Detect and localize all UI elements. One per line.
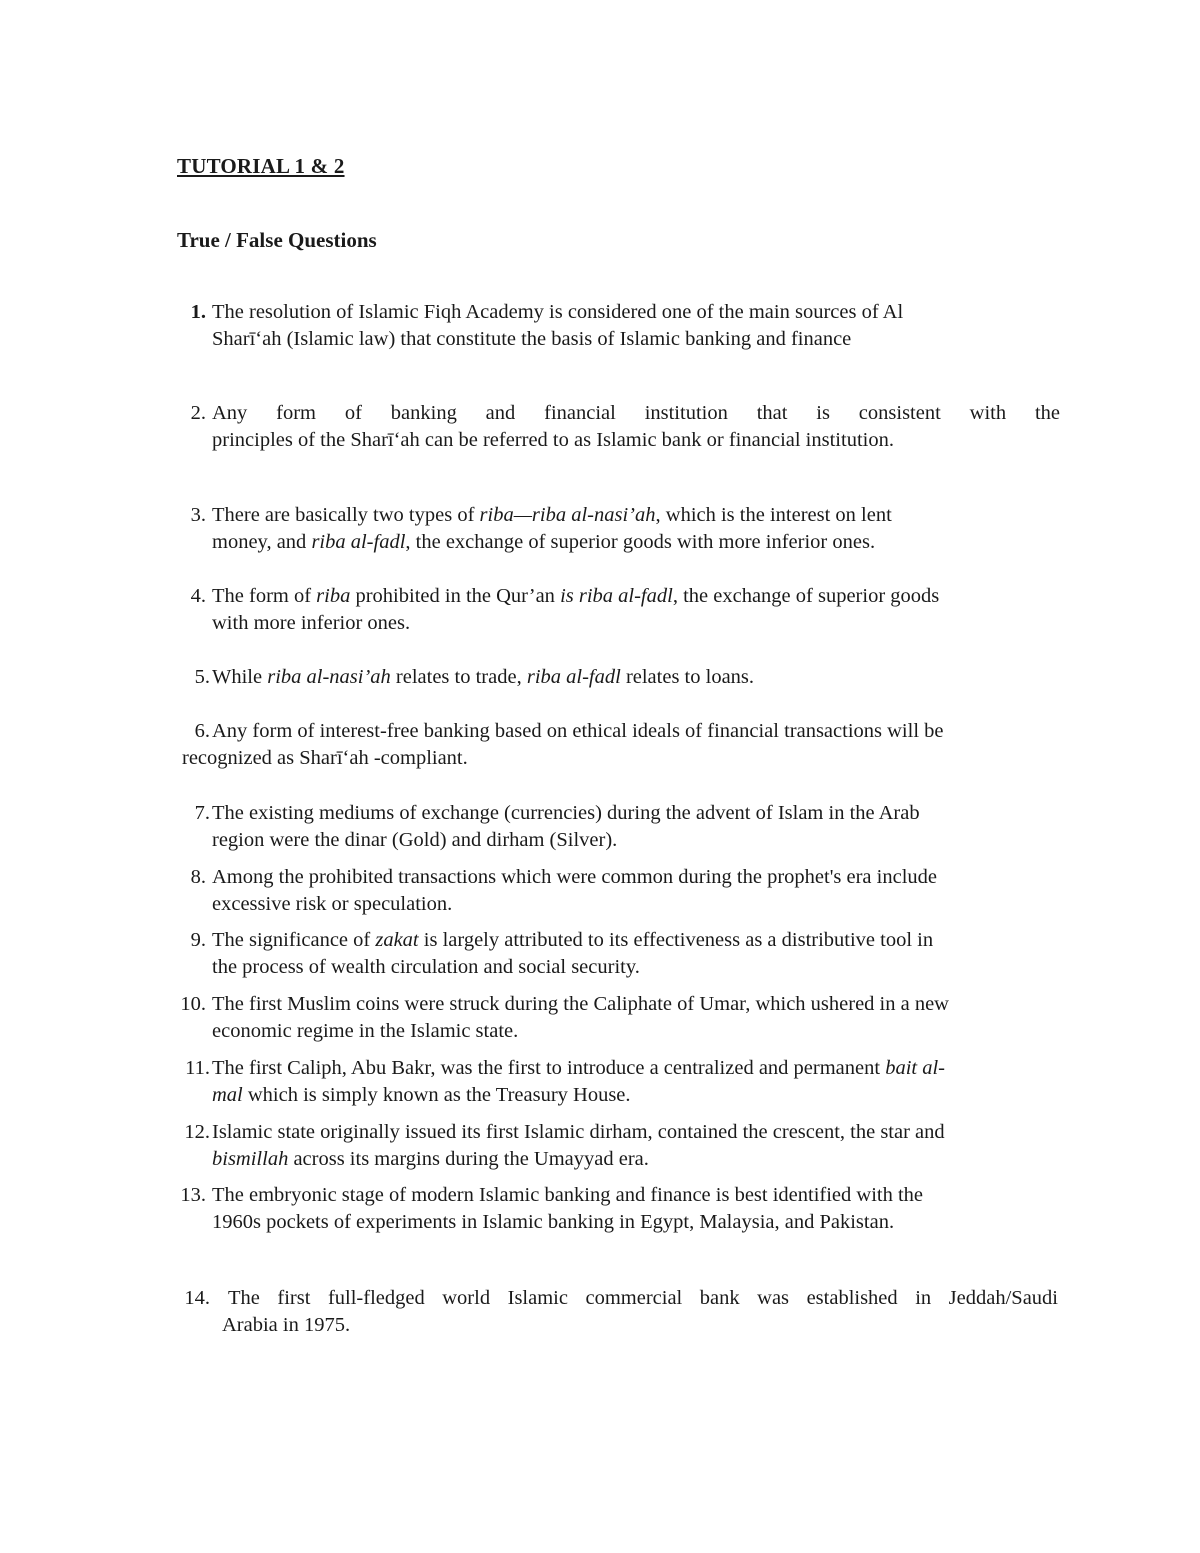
question-text: region were the dinar (Gold) and dirham (Silver). xyxy=(212,829,618,851)
question-8 xyxy=(172,864,1060,918)
question-number: 3. xyxy=(190,504,206,526)
page-title: TUTORIAL 1 & 2 xyxy=(177,154,345,178)
question-text: recognized as Sharī‘ah -compliant. xyxy=(182,747,468,769)
question-number: 14. xyxy=(184,1287,210,1309)
question-text: Among the prohibited transactions which were common during the prophet's era include xyxy=(212,866,937,888)
question-text: Sharī‘ah (Islamic law) that constitute the basis of Islamic banking and finance xyxy=(212,328,852,350)
question-number: 7. xyxy=(194,802,210,824)
question-text: excessive risk or speculation. xyxy=(212,893,453,915)
question-text: While riba al-nasi’ah relates to trade, riba al-fadl relates to loans. xyxy=(212,666,755,688)
question-text: The significance of zakat is largely attributed to its effectiveness as a distributive tool in xyxy=(212,929,934,951)
question-9 xyxy=(172,927,1060,981)
question-text: Any form of interest-free banking based on ethical ideals of financial transactions will be xyxy=(212,720,944,742)
question-text: Any form of banking and financial institution that is consistent with the xyxy=(212,402,1060,424)
question-1 xyxy=(172,299,1060,353)
question-number: 4. xyxy=(190,585,206,607)
question-number: 2. xyxy=(190,402,206,424)
question-text: Arabia in 1975. xyxy=(222,1314,351,1336)
question-4 xyxy=(172,583,1060,637)
question-number: 11. xyxy=(185,1057,210,1079)
question-text: The first full-fledged world Islamic commercial bank was established in Jeddah/Saudi xyxy=(228,1287,1058,1309)
question-text: There are basically two types of riba—riba al-nasi’ah, which is the interest on lent xyxy=(212,504,892,526)
question-text: money, and riba al-fadl, the exchange of superior goods with more inferior ones. xyxy=(212,531,876,553)
question-number: 12. xyxy=(184,1121,210,1143)
question-text: the process of wealth circulation and social security. xyxy=(212,956,640,978)
question-11 xyxy=(176,1055,1064,1109)
question-14 xyxy=(176,1285,1064,1339)
question-text: with more inferior ones. xyxy=(212,612,411,634)
question-5 xyxy=(176,664,1064,691)
question-7 xyxy=(176,800,1064,854)
question-3 xyxy=(172,502,1060,556)
question-6 xyxy=(176,718,1064,772)
question-text: Islamic state originally issued its first Islamic dirham, contained the crescent, the star and xyxy=(212,1121,945,1143)
question-13 xyxy=(172,1182,1060,1236)
section-heading: True / False Questions xyxy=(177,228,377,252)
question-text: principles of the Sharī‘ah can be referred to as Islamic bank or financial institution. xyxy=(212,429,894,451)
question-text: bismillah across its margins during the Umayyad era. xyxy=(212,1148,649,1170)
question-number: 13. xyxy=(180,1184,206,1206)
question-10 xyxy=(172,991,1060,1045)
question-text: mal which is simply known as the Treasury House. xyxy=(212,1084,631,1106)
question-number: 1. xyxy=(190,301,206,323)
question-text: The embryonic stage of modern Islamic banking and finance is best identified with the xyxy=(212,1184,924,1206)
question-2 xyxy=(172,400,1060,454)
question-text: The first Muslim coins were struck during the Caliphate of Umar, which ushered in a new xyxy=(212,993,949,1015)
question-text: The first Caliph, Abu Bakr, was the first to introduce a centralized and permanent bait al- xyxy=(212,1057,945,1079)
question-text: The resolution of Islamic Fiqh Academy is considered one of the main sources of Al xyxy=(212,301,904,323)
question-text: 1960s pockets of experiments in Islamic banking in Egypt, Malaysia, and Pakistan. xyxy=(212,1211,895,1233)
question-number: 6. xyxy=(194,720,210,742)
question-text: The existing mediums of exchange (currencies) during the advent of Islam in the Arab xyxy=(212,802,920,824)
question-12 xyxy=(176,1119,1064,1173)
question-text: economic regime in the Islamic state. xyxy=(212,1020,519,1042)
question-number: 10. xyxy=(180,993,206,1015)
question-number: 5. xyxy=(194,666,210,688)
question-number: 8. xyxy=(190,866,206,888)
question-text: The form of riba prohibited in the Qur’an is riba al-fadl, the exchange of superior goods xyxy=(212,585,940,607)
question-number: 9. xyxy=(190,929,206,951)
